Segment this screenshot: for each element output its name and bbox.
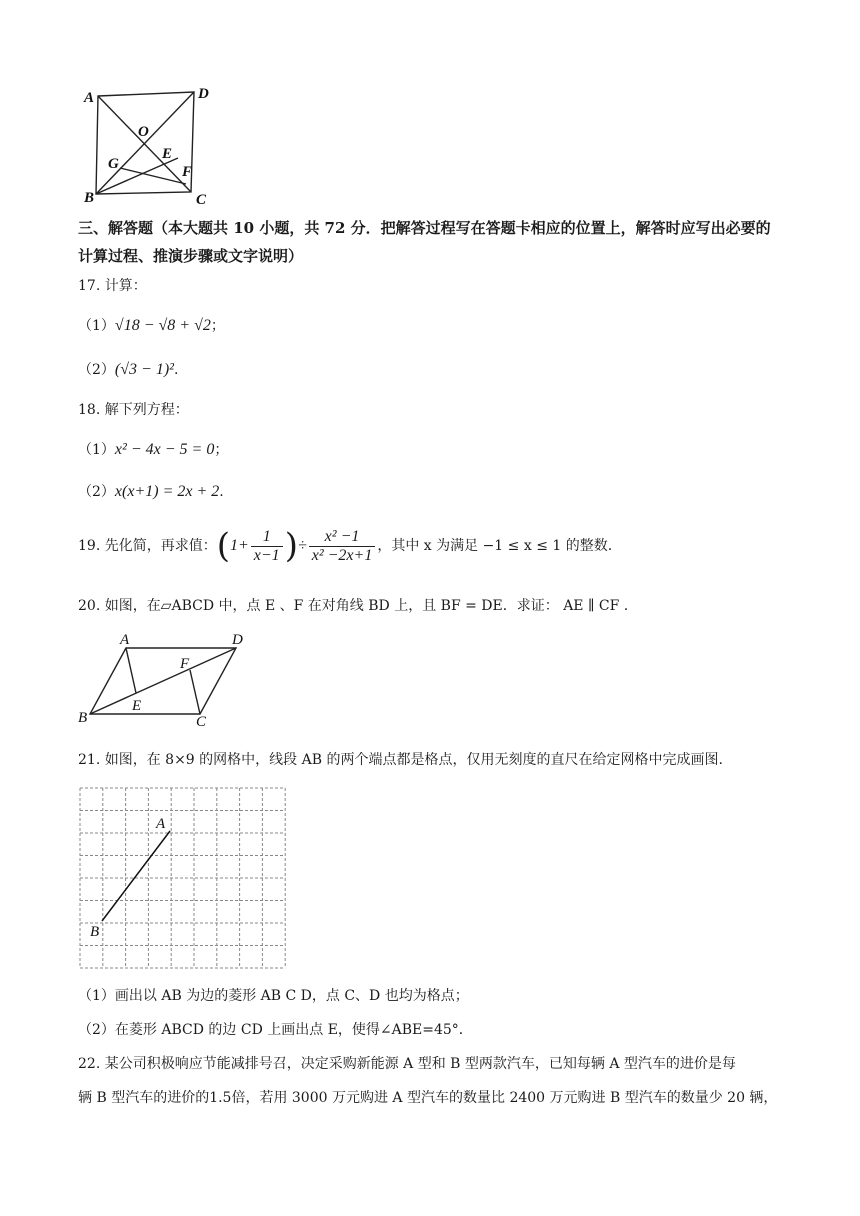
p-label-e: E (132, 698, 142, 714)
q18-p2-expr: x(x+1) = 2x + 2 (114, 483, 220, 500)
label-o: O (138, 124, 149, 140)
q19-tail: ，其中 x 为满足 −1 ≤ x ≤ 1 的整数. (377, 538, 613, 554)
q22-line1: 22. 某公司积极响应节能减排号召，决定采购新能源 A 型和 B 型两款汽车，已知每辆 A 型汽车的进价是每 (78, 1056, 736, 1072)
q18-p2-tag: （2） (78, 484, 115, 500)
diagonal-bd (96, 92, 194, 194)
p-label-f: F (180, 656, 190, 672)
label-e: E (162, 146, 173, 162)
q21-part1: （1）画出以 AB 为边的菱形 AB C D，点 C、D 也均为格点； (78, 988, 469, 1004)
grid-label-a: A (156, 816, 166, 832)
label-g: G (108, 156, 119, 172)
q19-frac1-num: 1 (251, 528, 283, 547)
q19-frac1 (251, 528, 283, 565)
q17-part1 (78, 316, 225, 336)
label-f: F (182, 164, 193, 180)
q20-text: 20. 如图，在▱ABCD 中，点 E 、F 在对角线 BD 上，且 BF = DE．求证： AE ∥ CF . (78, 598, 629, 614)
diagonal-bd-20 (90, 648, 236, 714)
p-label-d: D (232, 632, 243, 648)
segment-cf (190, 670, 200, 714)
q22-line2: 辆 B 型汽车的进价的1.5倍，若用 3000 万元购进 A 型汽车的数量比 2400 万元购进 B 型汽车的数量少 20 辆， (78, 1090, 778, 1106)
segment-ab (102, 831, 170, 921)
q21-text: 21. 如图，在 8×9 的网格中，线段 AB 的两个端点都是格点，仅用无刻度的直尺在给定网格中完成画图. (78, 752, 723, 768)
q17-p1-tag: （1） (78, 318, 115, 334)
q19-frac1-den: x−1 (253, 546, 280, 564)
label-c: C (196, 192, 207, 208)
p-label-c: C (196, 714, 207, 730)
q17-p1-end: ； (210, 318, 225, 334)
q18-p1-end: ； (214, 442, 229, 458)
p-label-a: A (120, 632, 130, 648)
q19-frac2-den: x² −2x+1 (311, 546, 373, 564)
p-label-b: B (78, 710, 88, 726)
label-b: B (84, 190, 95, 206)
q18-part1 (78, 440, 228, 460)
q18-p1-tag: （1） (78, 442, 115, 458)
label-d: D (198, 86, 209, 102)
q18-part2 (78, 482, 224, 502)
segment-ae (126, 648, 136, 693)
q18-p2-end: . (219, 484, 224, 500)
q17-part2 (78, 360, 178, 380)
section-title: 三、解答题（本大题共 10 小题，共 72 分．把解答过程写在答题卡相应的位置上，解答时应写出必要的计算过程、推演步骤或文字说明） (78, 219, 771, 265)
q21-part2: （2）在菱形 ABCD 的边 CD 上画出点 E，使得∠ABE=45°． (78, 1022, 473, 1038)
q19-frac2-num: x² −1 (309, 528, 376, 547)
q19-frac2 (309, 528, 376, 565)
q17-stem: 17. 计算： (78, 278, 147, 294)
q18-p1-expr: x² − 4x − 5 = 0 (114, 441, 215, 458)
square-figure (78, 80, 218, 210)
q19-stem: 19. 先化简，再求值： (78, 538, 217, 554)
label-a: A (84, 90, 95, 106)
q17-p2-end: . (173, 362, 179, 378)
q18-stem: 18. 解下列方程： (78, 402, 189, 418)
q17-p2-expr: (√3 − 1)² (114, 361, 174, 378)
q17-p2-tag: （2） (78, 362, 115, 378)
grid-label-b: B (90, 924, 100, 940)
q17-p1-expr: √18 − √8 + √2 (114, 317, 211, 334)
q19-line: 19. 先化简，再求值：(1+ $\frac{1}{x-1}$ )÷ $\frac{\text{x² −1}}{\text{x² −2x+1}}$ ，其中 x 为满足 −1 ≤ x ≤ 1 的整数. (78, 526, 613, 566)
grid-figure (78, 786, 290, 970)
parallelogram-figure (76, 630, 256, 730)
